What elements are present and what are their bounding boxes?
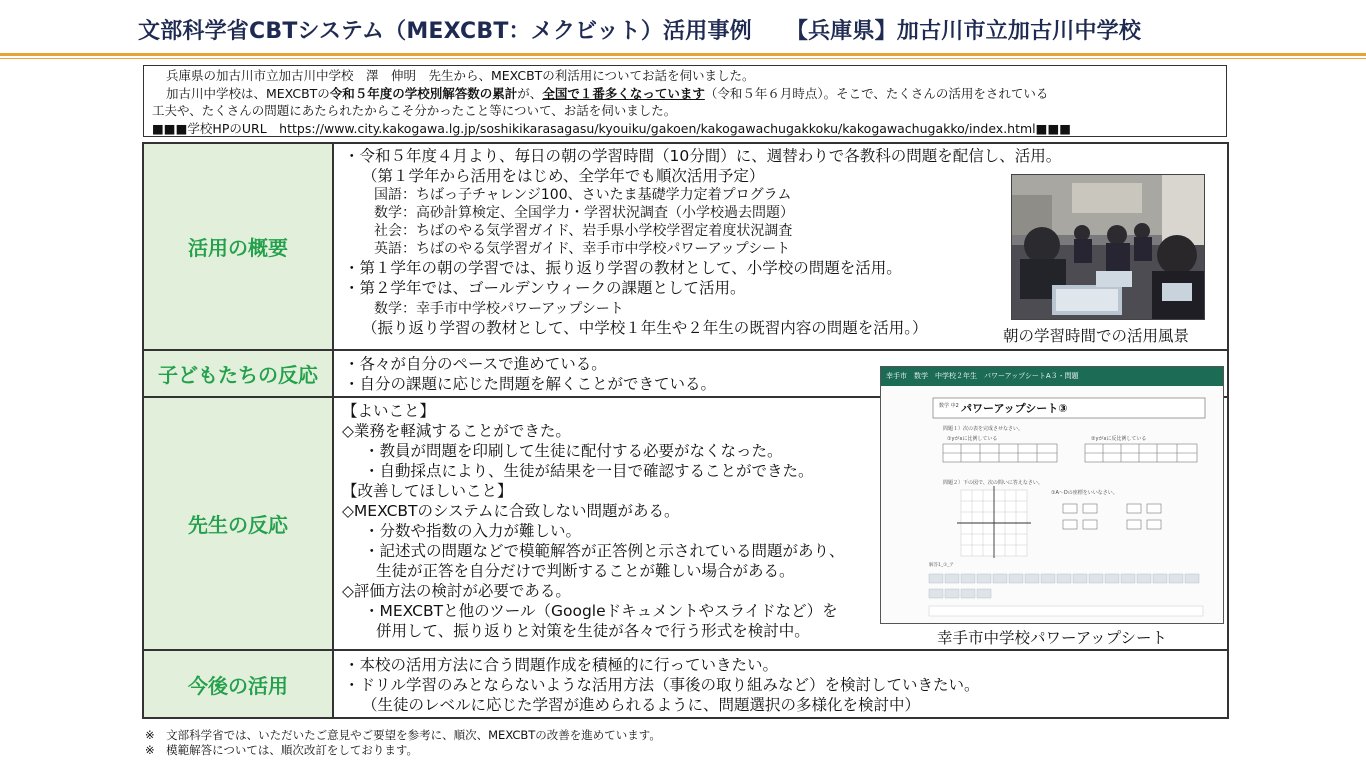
worksheet-q1a: ①yがxに比例している: [947, 436, 998, 442]
children-line: ・各々が自分のペースで進めている。: [344, 355, 607, 373]
teachers-line: 生徒が正答を自分だけで判断することが難しい場合がある。: [376, 562, 795, 580]
page-title-main: 文部科学省CBTシステム（MEXCBT：メクビット）活用事例: [138, 19, 752, 44]
intro-highlight-cumulative: 令和５年度の学校別解答数の累計: [329, 85, 518, 101]
heading-overview: 活用の概要: [143, 143, 333, 350]
intro-line-2: [152, 85, 1220, 103]
school-url[interactable]: ■■■学校HPのURL https://www.city.kakogawa.lg.jp/soshikikarasagasu/kyouiku/gakoen/kakogawachugakkoku/kakogawachugakko/index.html■■■: [152, 120, 1072, 136]
future-body: [333, 650, 1228, 718]
worksheet-tag: 数学 中2: [939, 403, 959, 409]
intro-highlight-rank: 全国で１番多くなっています: [542, 85, 705, 101]
worksheet-answer-label: 解答1_①_ア: [929, 563, 954, 568]
screenshot-title-bar: 幸手市 数学 中学校２年生 パワーアップシートA３・問題: [881, 367, 1223, 386]
worksheet-title: パワーアップシート③: [961, 402, 1068, 415]
teachers-line: ・MEXCBTと他のツール（Googleドキュメントやスライドなど）を: [364, 602, 838, 620]
worksheet-q2: 問題２）下の図で、次の問いに答えなさい。: [943, 480, 1043, 486]
intro-line-3: 工夫や、たくさんの問題にあたられたからこそ分かったこと等について、お話を伺いました。: [152, 103, 677, 118]
intro-text: 加古川中学校は、MEXCBTの: [166, 85, 330, 101]
overview-line: （振り返り学習の教材として、中学校１年生や２年生の既習内容の問題を活用。）: [362, 319, 928, 337]
teachers-line: ・記述式の問題などで模範解答が正答例と示されている問題があり、: [364, 542, 845, 560]
photo-caption: 朝の学習時間での活用風景: [1003, 327, 1190, 345]
overview-subject-math: 数学：高砂計算検定、全国学力・学習状況調査（小学校過去問題）: [374, 205, 794, 221]
classroom-photo: [1011, 174, 1205, 320]
teachers-line: ・分数や指数の入力が難しい。: [364, 522, 582, 540]
intro-text: （令和５年６月時点）。そこで、たくさんの活用をされている: [704, 85, 1049, 101]
classroom-illustration: [1012, 175, 1205, 320]
intro-line-1: 兵庫県の加古川市立加古川中学校 澤 伸明 先生から、MEXCBTの利活用についてお話を伺いました。: [166, 68, 755, 83]
teachers-line: ・教員が問題を印刷して生徒に配付する必要がなくなった。: [364, 442, 783, 460]
heading-future: 今後の活用: [143, 650, 333, 718]
overview-subject-math-2: 数学：幸手市中学校パワーアップシート: [374, 301, 624, 317]
row-future: [143, 650, 1228, 718]
worksheet-q1: 問題１）次の表を完成させなさい。: [943, 426, 1024, 432]
overview-subject-japanese: 国語：ちばっ子チャレンジ100、さいたま基礎学力定着プログラム: [374, 187, 792, 203]
powerup-sheet-screenshot: [880, 366, 1224, 624]
worksheet-illustration: [881, 386, 1223, 623]
page-title: [138, 14, 1141, 45]
teachers-line: ◇MEXCBTのシステムに合致しない問題がある。: [342, 502, 680, 520]
future-line: ・ドリル学習のみとならないような活用方法（事後の取り組みなど）を検討していきたい。: [344, 676, 980, 694]
intro-box: [143, 65, 1227, 137]
overview-line: ・第１学年の朝の学習では、振り返り学習の教材として、小学校の問題を活用。: [344, 259, 902, 277]
heading-teachers: 先生の反応: [143, 397, 333, 650]
worksheet-q2a: ①A～Dの座標をいいなさい。: [1051, 490, 1118, 496]
teachers-line: 【改善してほしいこと】: [342, 482, 513, 500]
title-rule-thick: [0, 53, 1366, 56]
overview-subject-social: 社会：ちばのやる気学習ガイド、岩手県小学校学習定着度状況調査: [374, 223, 793, 239]
screenshot-caption: 幸手市中学校パワーアップシート: [937, 629, 1168, 647]
overview-line: ・令和５年度４月より、毎日の朝の学習時間（10分間）に、週替わりで各教科の問題を配信し、活用。: [344, 147, 1062, 165]
teachers-line: 併用して、振り返りと対策を生徒が各々で行う形式を検討中。: [376, 622, 810, 640]
intro-text: が、: [517, 85, 543, 101]
worksheet-q1b: ②yがxに反比例している: [1091, 436, 1147, 442]
teachers-line: ・自動採点により、生徒が結果を一目で確認することができた。: [364, 462, 814, 480]
footnote: ※ 模範解答については、順次改訂をしております。: [145, 743, 418, 757]
future-line: （生徒のレベルに応じた学習が進められるように、問題選択の多様化を検討中）: [362, 696, 921, 714]
page-title-region: 【兵庫県】加古川市立加古川中学校: [785, 19, 1142, 44]
future-line: ・本校の活用方法に合う問題作成を積極的に行っていきたい。: [344, 656, 779, 674]
teachers-line: ◇評価方法の検討が必要である。: [342, 582, 571, 600]
footnote: ※ 文部科学省では、いただいたご意見やご要望を参考に、順次、MEXCBTの改善を進めています。: [145, 728, 661, 742]
overview-line: ・第２学年では、ゴールデンウィークの課題として活用。: [344, 279, 746, 297]
children-line: ・自分の課題に応じた問題を解くことができている。: [344, 375, 717, 393]
overview-line: （第１学年から活用をはじめ、全学年でも順次活用予定）: [362, 167, 765, 185]
heading-children: 子どもたちの反応: [143, 350, 333, 397]
teachers-line: 【よいこと】: [342, 402, 436, 420]
footnotes: [145, 728, 661, 758]
teachers-line: ◇業務を軽減することができた。: [342, 422, 571, 440]
overview-subject-english: 英語：ちばのやる気学習ガイド、幸手市中学校パワーアップシート: [374, 241, 791, 257]
title-rule-thin: [0, 58, 1366, 59]
